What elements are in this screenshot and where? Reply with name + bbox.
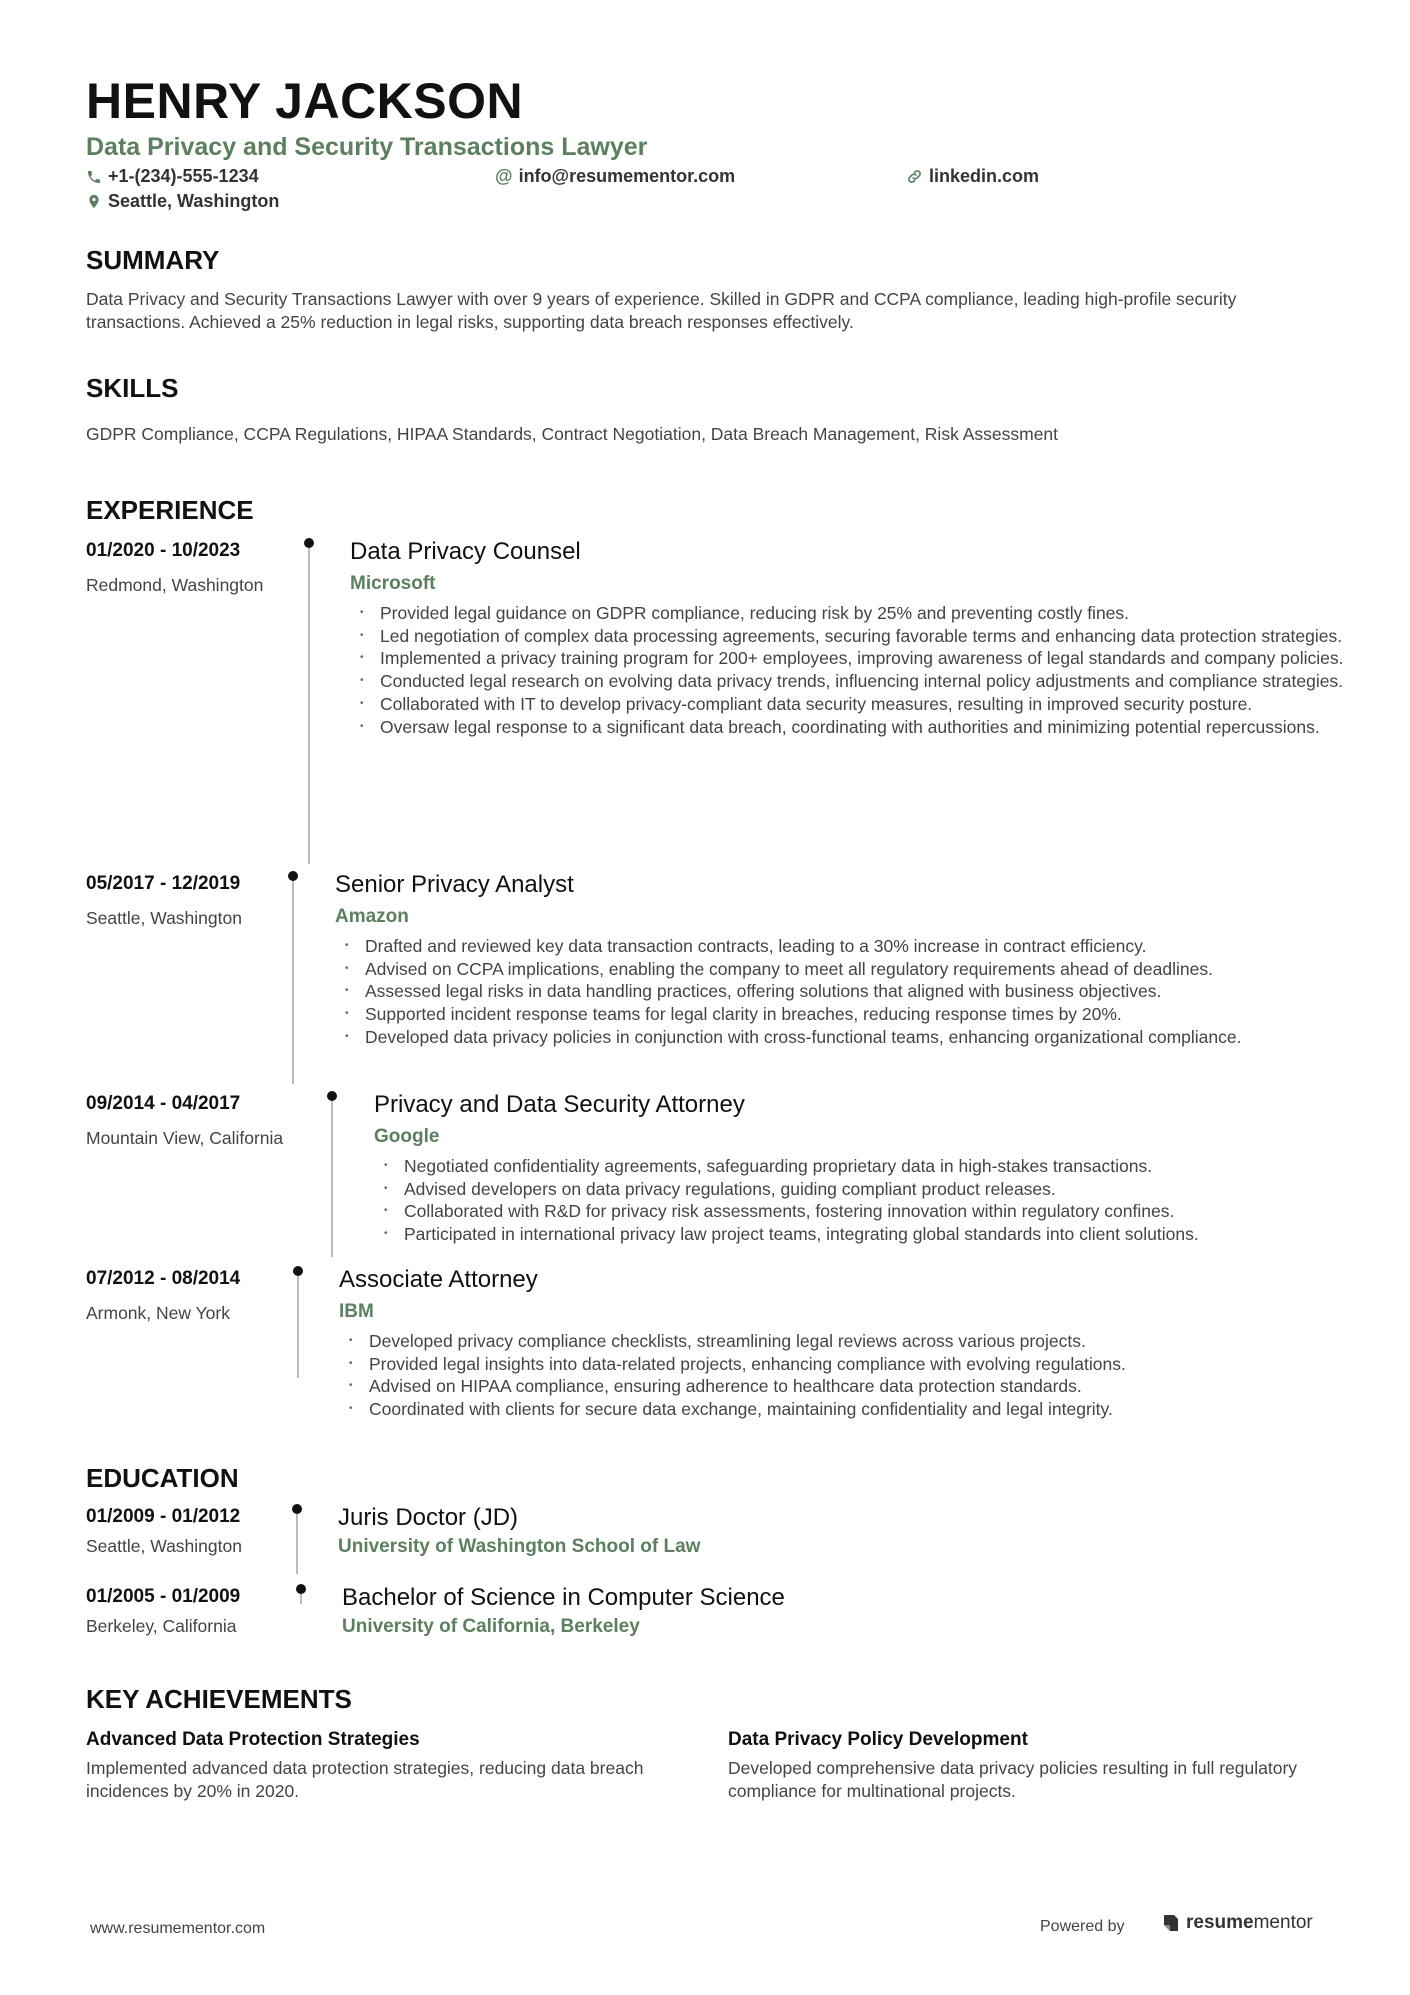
education-location: Seattle, Washington <box>86 1536 242 1556</box>
job-dates: 05/2017 - 12/2019 <box>86 873 241 894</box>
list-item: • Implemented a privacy training program for 200+ employees, improving awareness of legal standards and company policies. <box>352 647 1352 670</box>
list-item: • Provided legal insights into data-related projects, enhancing compliance with evolving regulations. <box>341 1353 1341 1376</box>
list-item: • Advised on HIPAA compliance, ensuring adherence to healthcare data protection standards. <box>341 1375 1341 1398</box>
list-item: • Oversaw legal response to a significant data breach, coordinating with authorities and minimizing potential repercussions. <box>352 716 1352 739</box>
at-icon: @ <box>495 166 513 186</box>
email-address[interactable]: info@resumementor.com <box>518 166 736 186</box>
achievement-text: Developed comprehensive data privacy policies resulting in full regulatory compliance for multinational projects. <box>728 1758 1298 1801</box>
achievement-title: Advanced Data Protection Strategies <box>86 1729 420 1750</box>
education-degree: Juris Doctor (JD) <box>338 1504 519 1531</box>
job-company: Microsoft <box>350 573 436 594</box>
job-location: Armonk, New York <box>86 1303 230 1323</box>
linkedin-contact <box>906 166 1039 187</box>
phone-number[interactable]: +1-(234)-555-1234 <box>108 166 259 186</box>
job-location: Redmond, Washington <box>86 575 264 595</box>
list-item: • Conducted legal research on evolving data privacy trends, influencing internal policy adjustments and compliance strategies. <box>352 670 1352 693</box>
phone-contact <box>86 166 259 187</box>
education-degree: Bachelor of Science in Computer Science <box>342 1584 785 1611</box>
timeline-dot <box>288 871 298 881</box>
location-contact <box>86 191 279 212</box>
education-school: University of Washington School of Law <box>338 1536 701 1557</box>
summary-heading: SUMMARY <box>86 245 220 275</box>
timeline-dot <box>292 1504 302 1514</box>
job-company: IBM <box>339 1301 374 1322</box>
education-dates: 01/2009 - 01/2012 <box>86 1506 241 1527</box>
list-item: • Negotiated confidentiality agreements, safeguarding proprietary data in high-stakes transactions. <box>376 1155 1376 1178</box>
list-item: • Developed privacy compliance checklists, streamlining legal reviews across various projects. <box>341 1330 1341 1353</box>
education-location: Berkeley, California <box>86 1616 237 1636</box>
timeline-line <box>308 544 310 864</box>
education-school: University of California, Berkeley <box>342 1616 640 1637</box>
brand-name-light: mentor <box>1253 1912 1313 1933</box>
job-company: Google <box>374 1126 440 1147</box>
list-item: • Drafted and reviewed key data transaction contracts, leading to a 30% increase in contract efficiency. <box>337 935 1337 958</box>
timeline-dot <box>304 538 314 548</box>
list-item: • Advised on CCPA implications, enabling the company to meet all regulatory requirements ahead of deadlines. <box>337 958 1337 981</box>
skills-text: GDPR Compliance, CCPA Regulations, HIPAA Standards, Contract Negotiation, Data Breach Management, Risk Assessment <box>86 424 1059 444</box>
timeline-line <box>297 1272 299 1378</box>
location-pin-icon <box>86 193 102 210</box>
experience-heading: EXPERIENCE <box>86 495 254 525</box>
email-contact <box>495 166 735 187</box>
job-bullets <box>337 935 1337 1049</box>
education-heading: EDUCATION <box>86 1463 239 1493</box>
education-dates: 01/2005 - 01/2009 <box>86 1586 241 1607</box>
list-item: • Collaborated with IT to develop privacy-compliant data security measures, resulting in improved security posture. <box>352 693 1352 716</box>
list-item: • Provided legal guidance on GDPR compliance, reducing risk by 25% and preventing costly fines. <box>352 602 1352 625</box>
timeline-dot <box>293 1266 303 1276</box>
timeline-line <box>296 1510 298 1574</box>
list-item: • Collaborated with R&D for privacy risk assessments, fostering innovation within regulatory confines. <box>376 1200 1376 1223</box>
job-location: Mountain View, California <box>86 1128 284 1148</box>
achievement-title: Data Privacy Policy Development <box>728 1729 1028 1750</box>
job-company: Amazon <box>335 906 409 927</box>
achievement-text: Implemented advanced data protection strategies, reducing data breach incidences by 20% in 2020. <box>86 1758 644 1801</box>
job-title: Privacy and Data Security Attorney <box>374 1091 745 1118</box>
summary-text: Data Privacy and Security Transactions Lawyer with over 9 years of experience. Skilled in GDPR and CCPA compliance, leading high-profile security transactions. Achieved a 25% reduction in legal risks, supporting data breach responses effectively. <box>86 289 1237 332</box>
timeline-line <box>331 1097 333 1257</box>
job-dates: 07/2012 - 08/2014 <box>86 1268 241 1289</box>
job-title: Senior Privacy Analyst <box>335 871 574 898</box>
resumementor-logo-icon <box>1162 1913 1180 1933</box>
candidate-role: Data Privacy and Security Transactions Lawyer <box>86 133 648 161</box>
timeline-line <box>292 877 294 1084</box>
list-item: • Participated in international privacy law project teams, integrating global standards into client solutions. <box>376 1223 1376 1246</box>
list-item: • Developed data privacy policies in conjunction with cross-functional teams, enhancing organizational compliance. <box>337 1026 1337 1049</box>
footer-website-link[interactable]: www.resumementor.com <box>90 1920 266 1937</box>
link-icon <box>906 168 923 185</box>
phone-icon <box>86 169 102 185</box>
linkedin-link[interactable]: linkedin.com <box>929 166 1040 186</box>
list-item: • Coordinated with clients for secure data exchange, maintaining confidentiality and legal integrity. <box>341 1398 1341 1421</box>
timeline-dot <box>296 1584 306 1594</box>
job-location: Seattle, Washington <box>86 908 242 928</box>
location-text: Seattle, Washington <box>108 191 280 211</box>
job-dates: 09/2014 - 04/2017 <box>86 1093 241 1114</box>
job-bullets <box>352 602 1352 738</box>
powered-by-label: Powered by <box>1040 1918 1125 1935</box>
list-item: • Advised developers on data privacy regulations, guiding compliant product releases. <box>376 1178 1376 1201</box>
list-item: • Supported incident response teams for legal clarity in breaches, reducing response times by 20%. <box>337 1003 1337 1026</box>
job-title: Associate Attorney <box>339 1266 538 1293</box>
brand-name-bold: resume <box>1186 1912 1254 1933</box>
job-dates: 01/2020 - 10/2023 <box>86 540 241 561</box>
skills-heading: SKILLS <box>86 373 179 403</box>
job-title: Data Privacy Counsel <box>350 538 581 565</box>
list-item: • Assessed legal risks in data handling practices, offering solutions that aligned with business objectives. <box>337 980 1337 1003</box>
job-bullets <box>376 1155 1376 1246</box>
brand-logo[interactable] <box>1162 1912 1313 1934</box>
timeline-dot <box>327 1091 337 1101</box>
job-bullets <box>341 1330 1341 1421</box>
achievements-heading: KEY ACHIEVEMENTS <box>86 1684 352 1714</box>
list-item: • Led negotiation of complex data processing agreements, securing favorable terms and enhancing data protection strategies. <box>352 625 1352 648</box>
candidate-name: HENRY JACKSON <box>86 73 524 129</box>
